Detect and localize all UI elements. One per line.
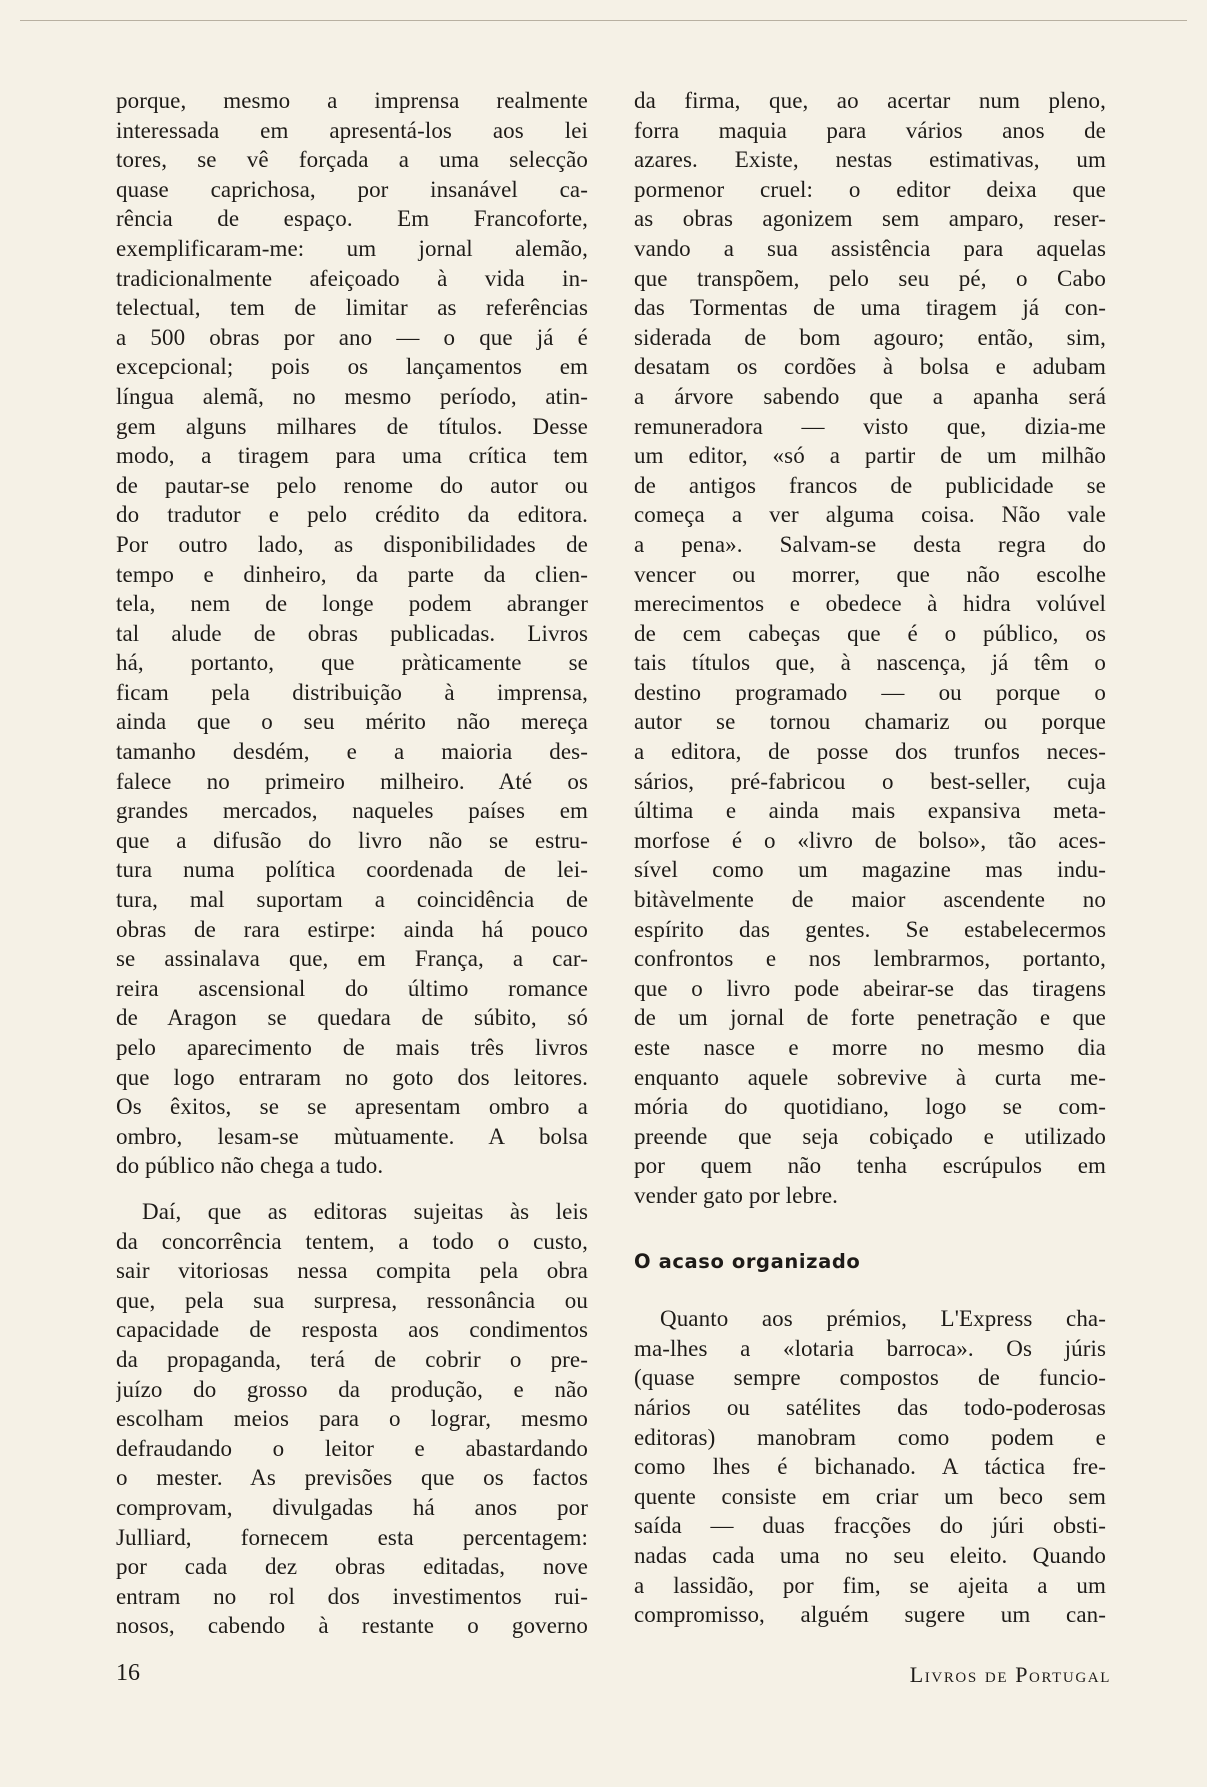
text-line: excepcional; pois os lançamentos em: [116, 354, 588, 380]
text-line: ficam pela distribuição à imprensa,: [116, 679, 588, 705]
text-line: Por outro lado, as disponibilidades de: [116, 531, 588, 557]
text-line: destino programado — ou porque o: [634, 679, 1106, 705]
text-line: que a difusão do livro não se estru-: [116, 827, 588, 853]
text-line: de antigos francos de publicidade se: [634, 472, 1106, 498]
left-column: [116, 86, 588, 1641]
text-line: escolham meios para o lograr, mesmo: [116, 1406, 588, 1432]
text-line: a árvore sabendo que a apanha será: [634, 383, 1106, 409]
text-line: interessada em apresentá-los aos lei: [116, 117, 588, 143]
text-line: as obras agonizem sem amparo, reser-: [634, 206, 1106, 232]
text-line: tura numa política coordenada de lei-: [116, 857, 588, 883]
text-line: nadas cada uma no seu eleito. Quando: [634, 1542, 1106, 1568]
text-line: nosos, cabendo à restante o governo: [116, 1613, 588, 1639]
text-line: ainda que o seu mérito não mereça: [116, 709, 588, 735]
text-line: de cem cabeças que é o público, os: [634, 620, 1106, 646]
text-line: de pautar-se pelo renome do autor ou: [116, 472, 588, 498]
text-line: editoras) manobram como podem e: [634, 1424, 1106, 1450]
text-line: da propaganda, terá de cobrir o pre-: [116, 1346, 588, 1372]
text-line: a lassidão, por fim, se ajeita a um: [634, 1572, 1106, 1598]
text-line: Daí, que as editoras sujeitas às leis: [142, 1198, 588, 1224]
text-line: por quem não tenha escrúpulos em: [634, 1153, 1106, 1179]
text-line: do público não chega a tudo.: [116, 1153, 384, 1179]
text-line: vando a sua assistência para aquelas: [634, 235, 1106, 261]
text-line: quente consiste em criar um beco sem: [634, 1483, 1106, 1509]
text-line: desatam os cordões à bolsa e adubam: [634, 354, 1106, 380]
text-line: começa a ver alguma coisa. Não vale: [634, 502, 1106, 528]
text-line: falece no primeiro milheiro. Até os: [116, 768, 588, 794]
text-line: exemplificaram-me: um jornal alemão,: [116, 235, 588, 261]
text-line: enquanto aquele sobrevive à curta me-: [634, 1064, 1106, 1090]
text-line: telectual, tem de limitar as referências: [116, 295, 588, 321]
text-line: tamanho desdém, e a maioria des-: [116, 739, 588, 765]
text-line: ma-lhes a «lotaria barroca». Os júris: [634, 1335, 1106, 1361]
text-line: o mester. As previsões que os factos: [116, 1465, 588, 1491]
text-line: tradicionalmente afeiçoado à vida in-: [116, 265, 588, 291]
text-line: tores, se vê forçada a uma selecção: [116, 147, 588, 173]
text-line: ombro, lesam-se mùtuamente. A bolsa: [116, 1123, 588, 1149]
text-line: da firma, que, ao acertar num pleno,: [634, 88, 1106, 113]
text-line: azares. Existe, nestas estimativas, um: [634, 147, 1106, 173]
text-line: como lhes é bichanado. A táctica fre-: [634, 1454, 1106, 1480]
text-line: que, pela sua surpresa, ressonância ou: [116, 1287, 588, 1313]
text-line: tal alude de obras publicadas. Livros: [116, 620, 588, 646]
left-paragraph-2: [116, 1197, 588, 1641]
text-line: espírito das gentes. Se estabelecermos: [634, 916, 1106, 942]
text-line: a editora, de posse dos trunfos neces-: [634, 739, 1106, 765]
text-line: pelo aparecimento de mais três livros: [116, 1035, 588, 1060]
text-line: que transpõem, pelo seu pé, o Cabo: [634, 265, 1106, 291]
top-rule: [20, 20, 1187, 21]
text-line: um editor, «só a partir de um milhão: [634, 443, 1106, 469]
text-line: sair vitoriosas nessa compita pela obra: [116, 1258, 588, 1284]
text-line: comprovam, divulgadas há anos por: [116, 1494, 588, 1520]
text-line: do tradutor e pelo crédito da editora.: [116, 502, 588, 528]
text-line: capacidade de resposta aos condimentos: [116, 1317, 588, 1343]
right-column: [634, 86, 1106, 1630]
text-line: siderada de bom agouro; então, sim,: [634, 324, 1106, 350]
text-line: vender gato por lebre.: [634, 1182, 839, 1208]
text-line: tempo e dinheiro, da parte da clien-: [116, 561, 588, 587]
text-line: língua alemã, no mesmo período, atin-: [116, 383, 588, 409]
running-footer-title: Livros de Portugal: [909, 1662, 1111, 1687]
text-line: autor se tornou chamariz ou porque: [634, 709, 1106, 735]
text-line: há, portanto, que pràticamente se: [116, 650, 588, 676]
text-line: sível como um magazine mas indu-: [634, 857, 1106, 883]
text-line: gem alguns milhares de títulos. Desse: [116, 413, 588, 439]
text-line: porque, mesmo a imprensa realmente: [116, 88, 588, 113]
text-line: grandes mercados, naqueles países em: [116, 798, 588, 824]
text-line: sários, pré-fabricou o best-seller, cuja: [634, 768, 1106, 794]
text-line: reira ascensional do último romance: [116, 975, 588, 1001]
text-line: confrontos e nos lembrarmos, portanto,: [634, 946, 1106, 972]
text-line: das Tormentas de uma tiragem já con-: [634, 295, 1106, 321]
text-line: que logo entraram no goto dos leitores.: [116, 1064, 588, 1090]
text-line: mória do quotidiano, logo se com-: [634, 1094, 1106, 1120]
text-line: morfose é o «livro de bolso», tão aces-: [634, 827, 1106, 853]
left-paragraph-1: [116, 86, 588, 1181]
text-line: obras de rara estirpe: ainda há pouco: [116, 916, 588, 942]
text-line: da concorrência tentem, a todo o custo,: [116, 1228, 588, 1254]
text-line: merecimentos e obedece à hidra volúvel: [634, 591, 1106, 617]
page-number: 16: [116, 1660, 140, 1686]
paragraph-gap: [116, 1181, 588, 1197]
text-line: Julliard, fornecem esta percentagem:: [116, 1524, 588, 1550]
text-line: remuneradora — visto que, dizia-me: [634, 413, 1106, 439]
text-line: saída — duas fracções do júri obsti-: [634, 1513, 1106, 1539]
text-line: preende que seja cobiçado e utilizado: [634, 1123, 1106, 1149]
text-line: este nasce e morre no mesmo dia: [634, 1035, 1106, 1060]
text-line: entram no rol dos investimentos rui-: [116, 1583, 588, 1609]
right-paragraph-1: [634, 86, 1106, 1211]
text-line: Os êxitos, se se apresentam ombro a: [116, 1094, 588, 1120]
text-line: que o livro pode abeirar-se das tiragens: [634, 975, 1106, 1001]
text-line: juízo do grosso da produção, e não: [116, 1376, 588, 1402]
text-line: por cada dez obras editadas, nove: [116, 1554, 588, 1580]
text-line: compromisso, alguém sugere um can-: [634, 1602, 1106, 1628]
text-line: tais títulos que, à nascença, já têm o: [634, 650, 1106, 676]
text-line: vencer ou morrer, que não escolhe: [634, 561, 1106, 587]
text-line: (quase sempre compostos de funcio-: [634, 1365, 1106, 1391]
text-line: modo, a tiragem para uma crítica tem: [116, 443, 588, 469]
text-line: Quanto aos prémios, L'Express cha-: [660, 1306, 1106, 1332]
text-line: bitàvelmente de maior ascendente no: [634, 887, 1106, 913]
text-line: forra maquia para vários anos de: [634, 117, 1106, 143]
text-line: última e ainda mais expansiva meta-: [634, 798, 1106, 824]
text-line: de um jornal de forte penetração e que: [634, 1005, 1106, 1031]
text-line: rência de espaço. Em Francoforte,: [116, 206, 588, 232]
text-line: se assinalava que, em França, a car-: [116, 946, 588, 972]
section-heading: O acaso organizado: [634, 1249, 861, 1273]
text-line: pormenor cruel: o editor deixa que: [634, 176, 1106, 202]
text-line: a 500 obras por ano — o que já é: [116, 324, 588, 350]
text-line: nários ou satélites das todo-poderosas: [634, 1394, 1106, 1420]
right-paragraph-2: [634, 1304, 1106, 1630]
text-line: tura, mal suportam a coincidência de: [116, 887, 588, 913]
text-line: a pena». Salvam-se desta regra do: [634, 531, 1106, 557]
text-line: de Aragon se quedara de súbito, só: [116, 1005, 588, 1031]
section-gap: [634, 1211, 1106, 1247]
text-line: tela, nem de longe podem abranger: [116, 591, 588, 617]
text-line: quase caprichosa, por insanável ca-: [116, 176, 588, 202]
text-line: defraudando o leitor e abastardando: [116, 1435, 588, 1461]
